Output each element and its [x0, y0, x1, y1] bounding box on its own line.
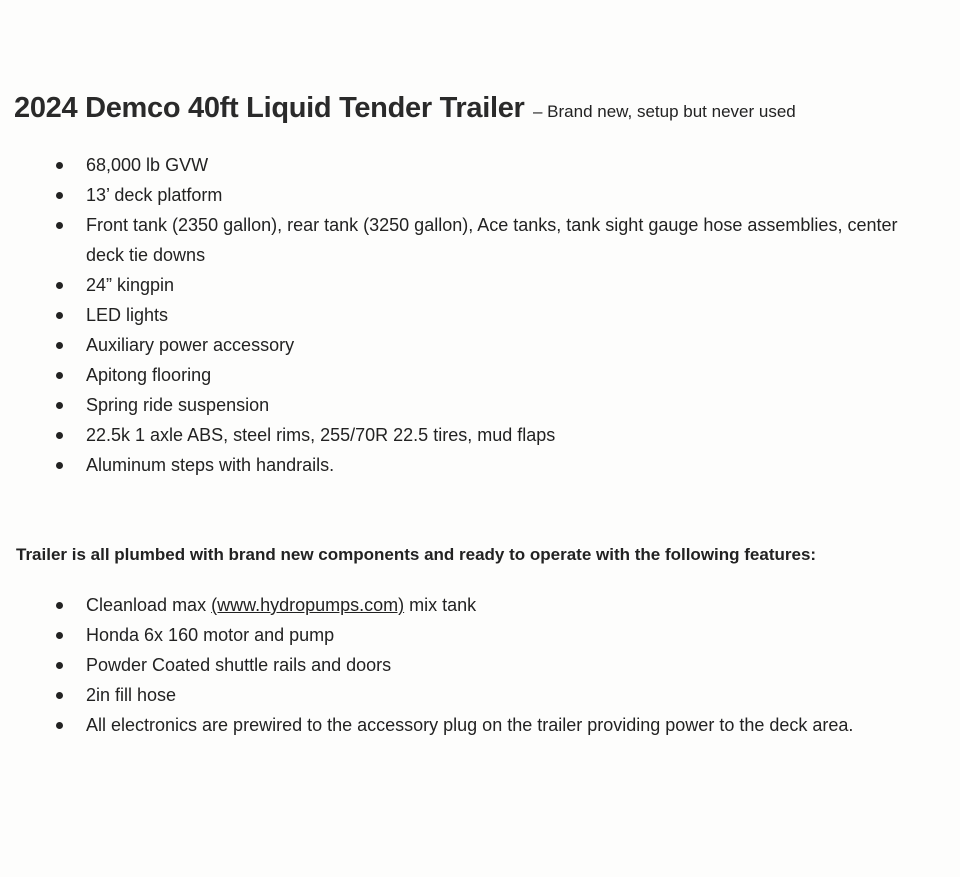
bullet-icon — [56, 402, 63, 409]
bullet-icon — [56, 372, 63, 379]
list-item-text: Front tank (2350 gallon), rear tank (3250 gallon), Ace tanks, tank sight gauge hose assemblies, center deck tie downs — [86, 215, 898, 265]
list-item-text: Apitong flooring — [86, 365, 212, 385]
bullet-icon — [56, 312, 63, 319]
list-item — [52, 650, 912, 680]
component-list — [52, 590, 912, 740]
bullet-icon — [56, 162, 63, 169]
list-item-text: All electronics are prewired to the accessory plug on the trailer providing power to the deck area. — [86, 715, 854, 735]
list-item-text: Powder Coated shuttle rails and doors — [86, 655, 392, 675]
list-item — [52, 150, 932, 180]
list-item — [52, 270, 932, 300]
list-item — [52, 390, 932, 420]
list-item-text: 68,000 lb GVW — [86, 155, 209, 175]
list-item — [52, 210, 932, 270]
list-item-text: LED lights — [86, 305, 169, 325]
list-item-text: 24” kingpin — [86, 275, 175, 295]
list-item — [52, 180, 932, 210]
list-item-text: 2in fill hose — [86, 685, 177, 705]
page-title: 2024 Demco 40ft Liquid Tender Trailer — [14, 92, 525, 124]
bullet-icon — [56, 722, 63, 729]
list-item — [52, 450, 932, 480]
list-item-text: 22.5k 1 axle ABS, steel rims, 255/70R 22.5 tires, mud flaps — [86, 425, 556, 445]
list-item — [52, 300, 932, 330]
page-subtitle: – Brand new, setup but never used — [533, 102, 796, 121]
list-item — [52, 620, 912, 650]
bullet-icon — [56, 602, 63, 609]
list-item-text: Honda 6x 160 motor and pump — [86, 625, 335, 645]
feature-list — [52, 150, 932, 480]
bullet-icon — [56, 462, 63, 469]
title-row — [14, 92, 934, 125]
list-item — [52, 590, 912, 620]
list-item-text-after: mix tank — [404, 595, 477, 615]
bullet-icon — [56, 692, 63, 699]
list-item-text: 13’ deck platform — [86, 185, 223, 205]
bullet-icon — [56, 432, 63, 439]
hydropumps-link[interactable]: (www.hydropumps.com) — [211, 595, 405, 615]
list-item-text: Spring ride suspension — [86, 395, 270, 415]
list-item-text: Auxiliary power accessory — [86, 335, 295, 355]
bullet-icon — [56, 192, 63, 199]
bullet-icon — [56, 632, 63, 639]
list-item-text-before: Cleanload max — [86, 595, 212, 615]
bullet-icon — [56, 662, 63, 669]
list-item — [52, 330, 932, 360]
list-item — [52, 710, 912, 740]
bullet-icon — [56, 342, 63, 349]
bullet-icon — [56, 222, 63, 229]
list-item — [52, 680, 912, 710]
list-item-text: Aluminum steps with handrails. — [86, 455, 335, 475]
list-item — [52, 360, 932, 390]
section-heading: Trailer is all plumbed with brand new components and ready to operate with the following features: — [16, 545, 817, 564]
list-item — [52, 420, 932, 450]
bullet-icon — [56, 282, 63, 289]
